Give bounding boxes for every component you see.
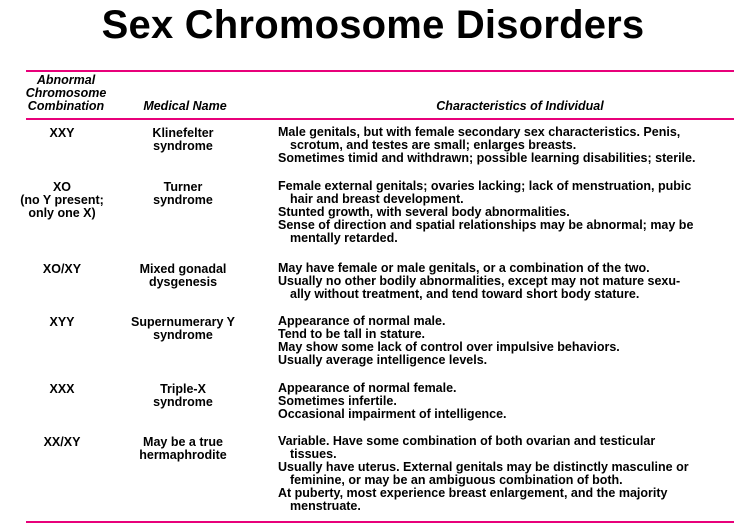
row-combination: XO (no Y present; only one X) xyxy=(20,180,104,220)
row-medical-name: Triple-X syndrome xyxy=(153,382,213,409)
characteristic-line: At puberty, most experience breast enlargement, and the majority xyxy=(278,486,668,500)
header-bottom-rule xyxy=(26,118,734,120)
characteristic-line: Occasional impairment of intelligence. xyxy=(278,407,507,421)
characteristic-line: Stunted growth, with several body abnormalities. xyxy=(278,205,570,219)
characteristic-line: mentally retarded. xyxy=(290,231,398,245)
characteristic-line: Appearance of normal female. xyxy=(278,381,457,395)
characteristic-line: Tend to be tall in stature. xyxy=(278,327,426,341)
row-characteristics xyxy=(278,126,740,165)
characteristic-line: menstruate. xyxy=(290,499,361,513)
row-combination: XXX xyxy=(49,382,75,396)
row-characteristics xyxy=(278,180,740,245)
header-characteristics: Characteristics of Individual xyxy=(436,99,604,113)
characteristic-line: Usually have uterus. External genitals may be distinctly masculine or xyxy=(278,460,689,474)
page-title: Sex Chromosome Disorders xyxy=(101,3,645,47)
characteristic-line: scrotum, and testes are small; enlarges breasts. xyxy=(290,138,577,152)
row-medical-name: May be a true hermaphrodite xyxy=(139,435,227,462)
row-characteristics xyxy=(278,315,740,367)
row-characteristics xyxy=(278,435,740,513)
header-combination: Abnormal Chromosome Combination xyxy=(25,73,107,113)
row-medical-name: Turner syndrome xyxy=(153,180,213,207)
characteristic-line: Sometimes timid and withdrawn; possible learning disabilities; sterile. xyxy=(278,151,696,165)
row-medical-name: Mixed gonadal dysgenesis xyxy=(139,262,227,289)
characteristic-line: Variable. Have some combination of both ovarian and testicular xyxy=(278,434,656,448)
row-medical-name: Supernumerary Y syndrome xyxy=(131,315,235,342)
characteristic-line: ally without treatment, and tend toward short body stature. xyxy=(290,287,640,301)
characteristic-line: tissues. xyxy=(290,447,337,461)
characteristic-line: May show some lack of control over impulsive behaviors. xyxy=(278,340,620,354)
characteristic-line: Usually no other bodily abnormalities, except may not mature sexu- xyxy=(278,274,681,288)
characteristic-line: feminine, or may be an ambiguous combination of both. xyxy=(290,473,623,487)
characteristic-line: hair and breast development. xyxy=(290,192,464,206)
characteristic-line: Sense of direction and spatial relationships may be abnormal; may be xyxy=(278,218,694,232)
row-combination: XYY xyxy=(49,315,75,329)
characteristic-line: Female external genitals; ovaries lacking; lack of menstruation, pubic xyxy=(278,179,692,193)
row-combination: XXY xyxy=(49,126,75,140)
table-bottom-rule xyxy=(26,521,734,523)
characteristic-line: Usually average intelligence levels. xyxy=(278,353,488,367)
characteristic-line: Appearance of normal male. xyxy=(278,314,446,328)
row-characteristics xyxy=(278,262,740,301)
characteristic-line: Male genitals, but with female secondary sex characteristics. Penis, xyxy=(278,125,681,139)
row-combination: XX/XY xyxy=(43,435,81,449)
header-medical-name: Medical Name xyxy=(143,99,227,113)
row-combination: XO/XY xyxy=(42,262,82,276)
characteristic-line: Sometimes infertile. xyxy=(278,394,397,408)
row-characteristics xyxy=(278,382,740,421)
header-top-rule xyxy=(26,70,734,72)
row-medical-name: Klinefelter syndrome xyxy=(152,126,214,153)
characteristic-line: May have female or male genitals, or a combination of the two. xyxy=(278,261,650,275)
